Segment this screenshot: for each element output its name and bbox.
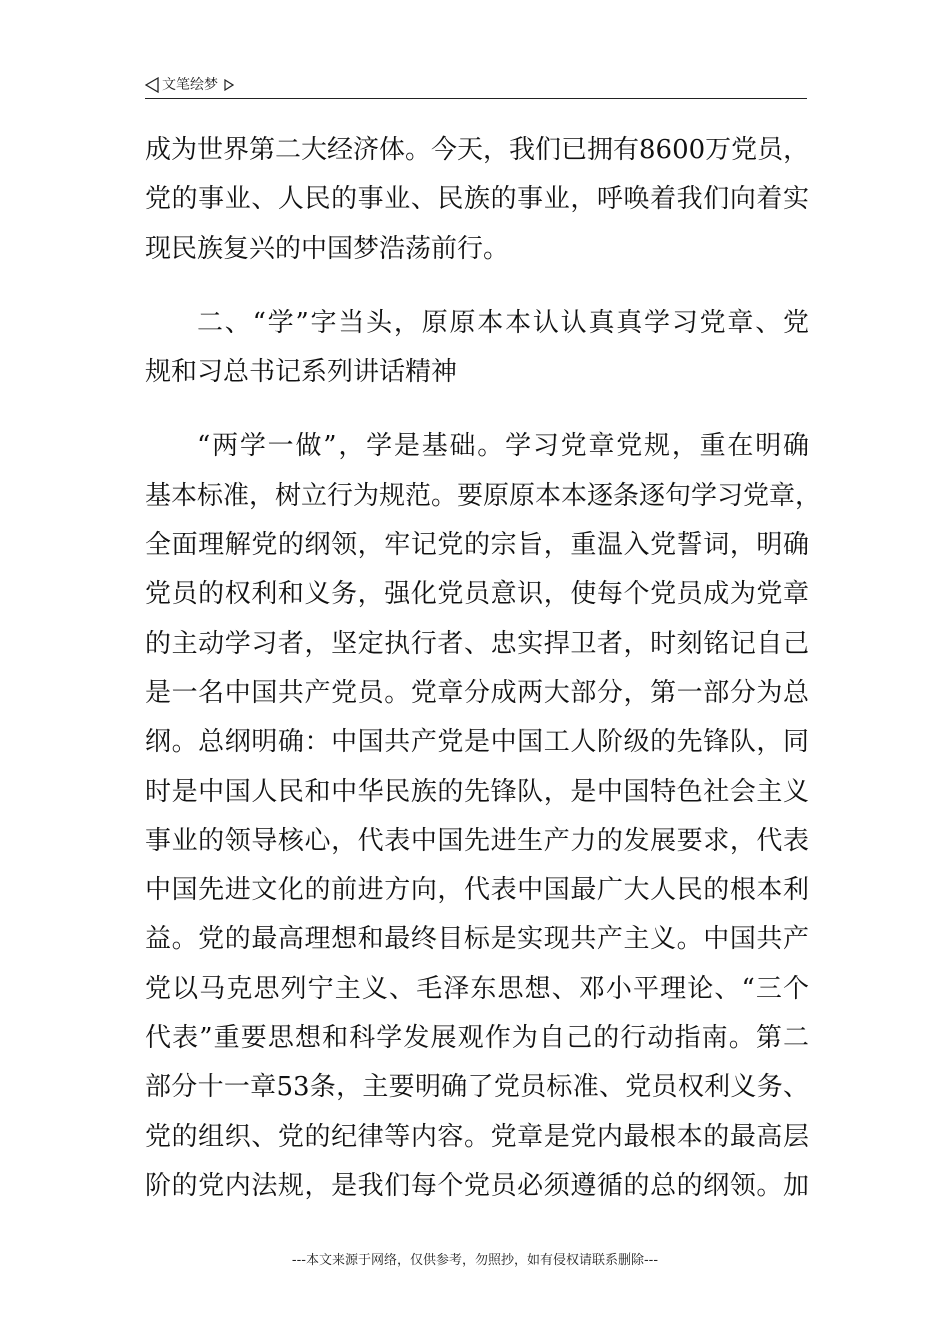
right-triangle-icon xyxy=(224,79,234,91)
paragraph-main xyxy=(145,422,822,1211)
header-brand xyxy=(145,76,234,94)
text-line: 党员的权利和义务，强化党员意识，使每个党员成为党章 xyxy=(145,579,809,610)
section-heading xyxy=(145,299,809,398)
text-line: 阶的党内法规，是我们每个党员必须遵循的总的纲领。加 xyxy=(145,1170,809,1201)
text-line: 益。党的最高理想和最终目标是实现共产主义。中国共产 xyxy=(145,924,809,955)
document-body xyxy=(145,126,822,1211)
heading-line: 规和习总书记系列讲话精神 xyxy=(145,357,458,388)
text-line: 中国先进文化的前进方向，代表中国最广大人民的根本利 xyxy=(145,875,809,906)
text-line: 部分十一章53条，主要明确了党员标准、党员权利义务、 xyxy=(145,1072,809,1103)
header-brand-text: 文笔绘梦 xyxy=(162,77,218,93)
text-line: 成为世界第二大经济体。今天，我们已拥有8600万党员， xyxy=(145,135,810,165)
text-line: 是一名中国共产党员。党章分成两大部分，第一部分为总 xyxy=(145,677,809,708)
heading-line: 二、“学”字当头，原原本本认认真真学习党章、党 xyxy=(197,307,809,338)
text-line: 事业的领导核心，代表中国先进生产力的发展要求，代表 xyxy=(145,825,809,856)
text-line: “两学一做”，学是基础。学习党章党规，重在明确 xyxy=(197,431,809,462)
text-line: 党的组织、党的纪律等内容。党章是党内最根本的最高层 xyxy=(145,1121,809,1152)
text-line: 现民族复兴的中国梦浩荡前行。 xyxy=(145,233,510,264)
text-line: 纲。总纲明确：中国共产党是中国工人阶级的先锋队，同 xyxy=(145,727,809,758)
text-line: 党的事业、人民的事业、民族的事业，呼唤着我们向着实 xyxy=(145,184,809,215)
left-triangle-icon xyxy=(145,77,159,93)
text-line: 基本标准，树立行为规范。要原原本本逐条逐句学习党章， xyxy=(145,480,822,511)
text-line: 代表”重要思想和科学发展观作为自己的行动指南。第二 xyxy=(145,1023,809,1054)
text-line: 全面理解党的纲领，牢记党的宗旨，重温入党誓词，明确 xyxy=(145,530,809,561)
paragraph-continuation xyxy=(145,126,809,274)
text-line: 党以马克思列宁主义、毛泽东思想、邓小平理论、“三个 xyxy=(145,973,809,1004)
page-footer-disclaimer: ---本文来源于网络，仅供参考，勿照抄，如有侵权请联系删除--- xyxy=(291,1253,659,1268)
text-line: 的主动学习者，坚定执行者、忠实捍卫者，时刻铭记自己 xyxy=(145,628,809,659)
page-header xyxy=(145,74,807,99)
text-line: 时是中国人民和中华民族的先锋队，是中国特色社会主义 xyxy=(145,776,809,807)
